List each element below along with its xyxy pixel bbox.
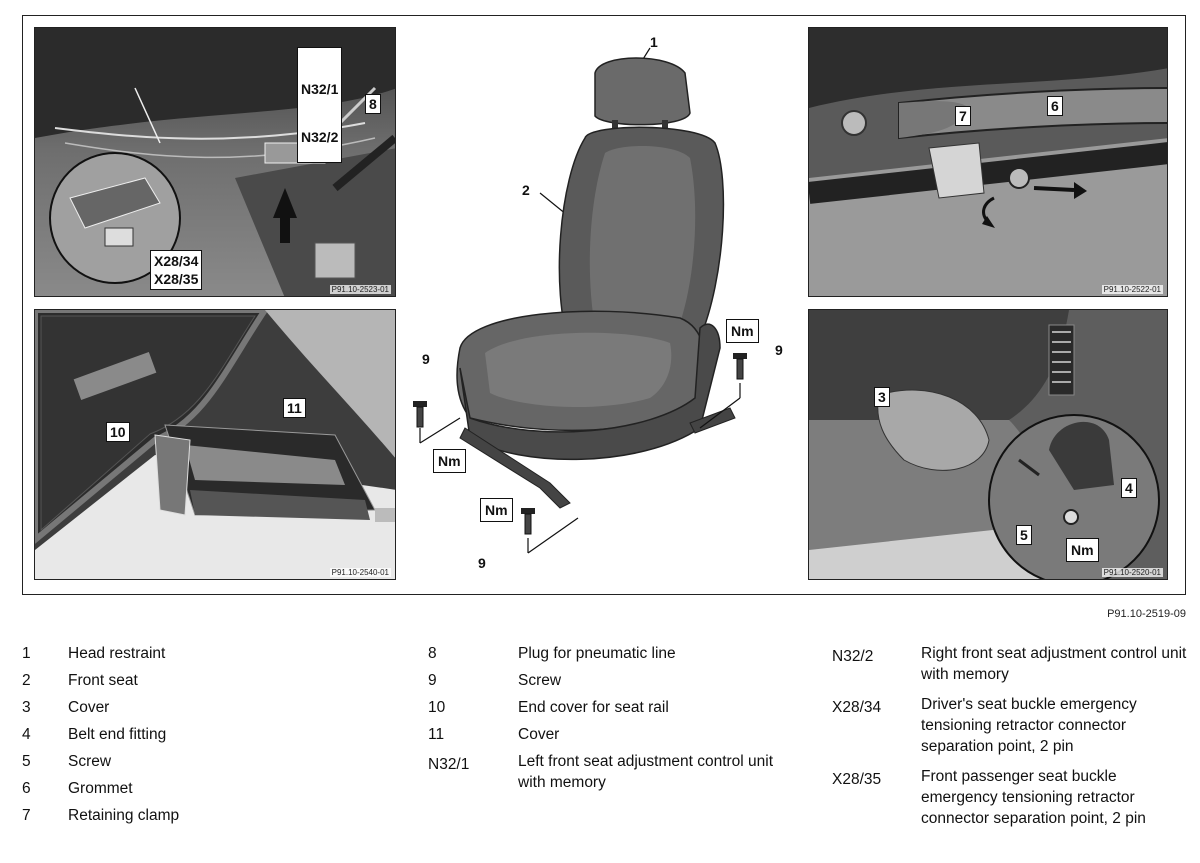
legend-key: X28/35 [832,771,882,788]
legend-label: Cover [518,726,560,743]
screw-icon [733,353,747,379]
photo-top-right [808,27,1168,297]
legend-row [832,691,1192,763]
legend-key: 4 [22,726,31,743]
legend-row [428,640,808,667]
legend-key: 1 [22,645,31,662]
legend-column-3 [832,640,1192,835]
callout-3: 3 [874,387,890,407]
legend-label: Belt end fitting [68,726,167,743]
legend-key: 9 [428,672,437,689]
legend-row [428,748,788,799]
callout-n32-2: N32/2 [301,129,339,145]
photo-reference: P91.10-2522-01 [1103,285,1161,294]
photo-top-right-drawing [809,28,1168,297]
screw-icon [413,401,427,427]
legend-key: 7 [22,807,31,824]
callout-5: 5 [1016,525,1032,545]
callout-9-bottom: 9 [478,555,486,571]
legend-key: 8 [428,645,437,662]
legend-key: 11 [428,726,445,743]
legend-row [22,775,402,802]
legend-label: Plug for pneumatic line [518,645,676,662]
legend-label: End cover for seat rail [518,699,669,716]
callout-9-right: 9 [775,342,783,358]
legend-label: Left front seat adjustment control unit with memory [518,753,774,791]
leader-9-left [420,418,460,443]
torque-label-nm: Nm [726,319,759,343]
legend-label: Screw [518,672,562,689]
legend-column-1 [22,640,402,829]
legend-key: N32/1 [428,756,470,773]
legend-row [428,721,808,748]
legend-row [428,694,808,721]
legend-row [22,694,402,721]
legend-row [832,640,1192,691]
screw-icon [521,508,535,534]
figure-reference: P91.10-2519-09 [1107,608,1186,620]
callout-x28: X28/34 X28/35 [150,250,202,290]
callout-n32-1: N32/1 [301,81,339,97]
callout-6: 6 [1047,96,1063,116]
legend-label: Front seat [68,672,138,689]
photo-bottom-right [808,309,1168,580]
legend-key: 5 [22,753,31,770]
photo-reference: P91.10-2523-01 [331,285,389,294]
legend-label: Right front seat adjustment control unit with memory [921,645,1187,683]
leader-9-bottom [528,518,578,553]
photo-bottom-left-drawing [35,310,396,580]
torque-label-nm: Nm [480,498,513,522]
seat-illustration [400,28,800,588]
photo-bottom-left [34,309,396,580]
legend-label: Grommet [68,780,133,797]
legend-label: Cover [68,699,110,716]
callout-10: 10 [106,422,130,442]
callout-7: 7 [955,106,971,126]
legend-row [22,802,402,829]
legend-label: Head restraint [68,645,166,662]
callout-n32 [297,47,342,163]
legend-label: Retaining clamp [68,807,180,824]
callout-2: 2 [522,182,530,198]
legend-key: X28/34 [832,699,882,716]
callout-8: 8 [365,94,381,114]
legend-key: 10 [428,699,446,716]
legend-key: 3 [22,699,31,716]
torque-label-nm: Nm [1066,538,1099,562]
legend-row [832,763,1192,835]
legend-label: Screw [68,753,112,770]
legend-column-2 [428,640,808,799]
legend-key: 6 [22,780,31,797]
legend-row [428,667,808,694]
callout-11: 11 [283,398,306,418]
photo-reference: P91.10-2520-01 [1103,568,1161,577]
torque-label-nm: Nm [433,449,466,473]
legend-row [22,721,402,748]
legend-row [22,640,402,667]
callout-4: 4 [1121,478,1137,498]
legend-key: N32/2 [832,648,874,665]
callout-1: 1 [650,34,658,50]
legend-label: Front passenger seat buckle emergency tensioning retractor connector separation point, 2 pin [921,768,1146,827]
callout-9-left: 9 [422,351,430,367]
photo-bottom-right-drawing [809,310,1168,580]
head-restraint-shape [595,58,690,125]
legend-row [22,748,402,775]
legend-key: 2 [22,672,31,689]
legend-label: Driver's seat buckle emergency tensioning retractor connector separation point, 2 pin [921,696,1137,755]
legend-row [22,667,402,694]
photo-reference: P91.10-2540-01 [331,568,389,577]
